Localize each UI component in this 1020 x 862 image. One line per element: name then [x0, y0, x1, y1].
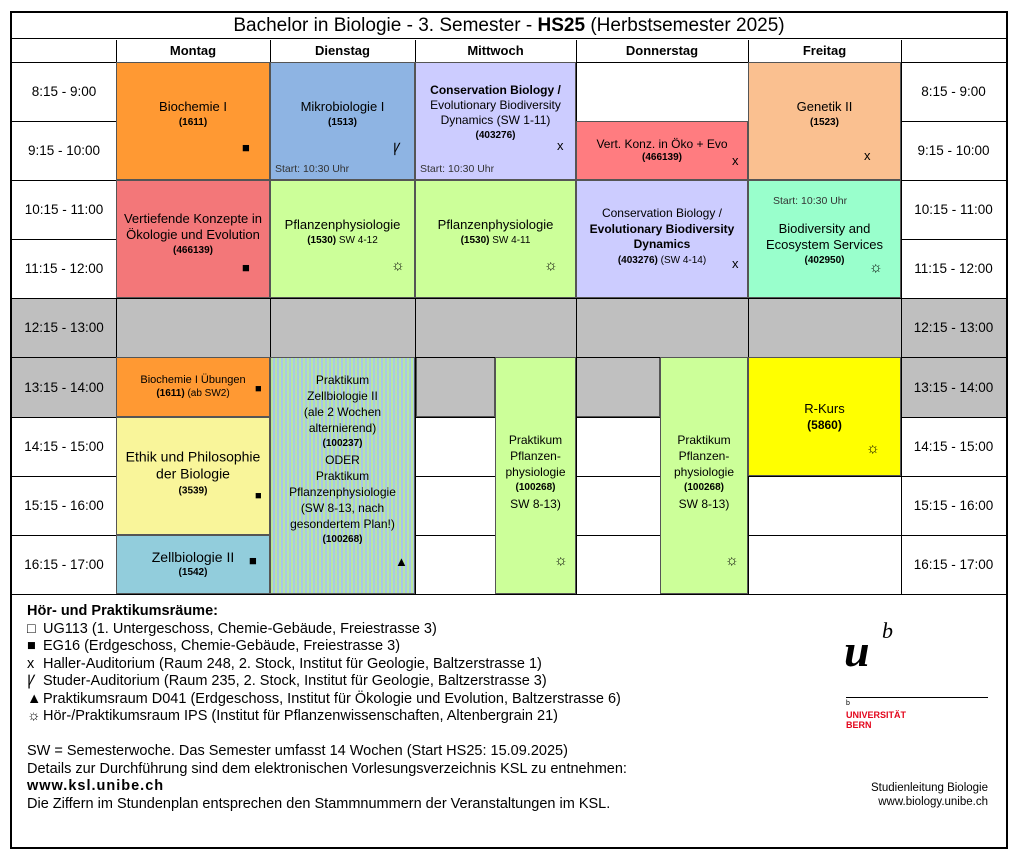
footer-web-link[interactable]: www.biology.unibe.ch — [878, 796, 988, 808]
time-label: 12:15 - 13:00 — [913, 320, 994, 335]
time-label: 13:15 - 14:00 — [913, 379, 994, 395]
course-conservation-biology[interactable]: Conservation Biology / Evolutionary Biodiversity Dynamics (SW 1-11) (403276) x Start: 10:30 Uhr — [415, 62, 576, 180]
course-zellbiologie-2[interactable]: Zellbiologie II (1542) ■ — [116, 535, 270, 594]
legend-title: Hör- und Praktikumsräume: — [27, 603, 218, 619]
course-genetik-2[interactable]: Genetik II (1523) x — [748, 62, 901, 180]
time-label: 9:15 - 10:00 — [27, 143, 101, 158]
room-eg16-icon: ■ — [242, 260, 250, 275]
course-praktikum-pflanzenphysiologie-do[interactable]: Praktikum Pflanzen- physiologie (100268) SW 8-13) ☼ — [660, 357, 748, 594]
time-label: 12:15 - 13:00 — [24, 320, 104, 335]
course-pflanzenphysiologie-mi[interactable]: Pflanzenphysiologie (1530) SW 4-11 ☼ — [415, 180, 576, 298]
course-mikrobiologie-1[interactable]: Mikrobiologie I (1513) Ꝩ Start: 10:30 Uhr — [270, 62, 415, 180]
time-label: 8:15 - 9:00 — [921, 84, 986, 99]
room-ips-icon: ☼ — [544, 257, 558, 274]
gap-mi — [416, 357, 495, 417]
ziffern-note: Die Ziffern im Stundenplan entsprechen den Stammnummern der Veranstaltungen im KSL. — [27, 795, 611, 812]
time-label: 10:15 - 11:00 — [914, 202, 993, 217]
course-r-kurs[interactable]: R-Kurs (5860) ☼ — [748, 357, 901, 476]
legend-item: ▲ Praktikumsraum D041 (Erdgeschoss, Institut für Ökologie und Evolution, Baltzerstrasse 6) — [27, 690, 621, 707]
day-header-donnerstag: Donnerstag — [625, 43, 699, 58]
room-haller-icon: x — [732, 153, 739, 168]
time-label: 16:15 - 17:00 — [913, 557, 994, 572]
time-label: 15:15 - 16:00 — [913, 498, 994, 513]
room-ips-icon: ☼ — [725, 552, 739, 569]
room-eg16-icon: ■ — [255, 490, 262, 502]
room-ips-icon: ☼ — [866, 440, 880, 457]
ksl-link[interactable]: www.ksl.unibe.ch — [27, 778, 165, 794]
time-label: 11:15 - 12:00 — [24, 261, 104, 276]
course-praktikum-pflanzenphysiologie-mi[interactable]: Praktikum Pflanzen- physiologie (100268) SW 8-13) ☼ — [495, 357, 576, 594]
day-header-freitag: Freitag — [802, 43, 847, 58]
legend-item: Ꝩ Studer-Auditorium (Raum 235, 2. Stock, Institut für Geologie, Baltzerstrasse 3) — [27, 673, 547, 689]
room-d041-icon: ▲ — [395, 554, 408, 569]
gap-do — [576, 357, 660, 417]
room-haller-icon: x — [732, 256, 739, 271]
room-legend — [27, 603, 827, 726]
time-label: 15:15 - 16:00 — [24, 498, 104, 513]
time-label: 14:15 - 15:00 — [913, 439, 994, 454]
course-ethik-philosophie[interactable]: Ethik und Philosophie der Biologie (3539) ■ — [116, 417, 270, 535]
day-header-mittwoch: Mittwoch — [467, 43, 524, 58]
room-studer-icon: Ꝩ — [393, 140, 401, 155]
course-vertiefende-konzepte[interactable]: Vertiefende Konzepte in Ökologie und Evolution (466139) ■ — [116, 180, 270, 298]
time-label: 8:15 - 9:00 — [31, 84, 97, 99]
time-label: 9:15 - 10:00 — [917, 143, 990, 158]
day-header-dienstag: Dienstag — [315, 43, 370, 58]
day-header-montag: Montag — [169, 43, 217, 58]
time-label: 11:15 - 12:00 — [914, 261, 993, 276]
course-praktikum-zellbiologie-oder-pflanzenphysiologie[interactable]: Praktikum Zellbiologie II (ale 2 Wochen alternierend) (100237) ODER Praktikum Pflanzenphysiologie (SW 8-13, nach gesondertem Plan!) (100268) ▲ — [270, 357, 415, 594]
room-ips-icon: ☼ — [554, 552, 568, 569]
lunch-band — [12, 298, 1006, 357]
legend-item: □ UG113 (1. Untergeschoss, Chemie-Gebäude, Freiestrasse 3) — [27, 620, 437, 637]
room-ips-icon: ☼ — [869, 259, 883, 276]
page-title: Bachelor in Biologie - 3. Semester - HS25 (Herbstsemester 2025) — [12, 13, 1006, 39]
time-label: 14:15 - 15:00 — [24, 439, 104, 454]
course-biochemie-uebungen[interactable]: Biochemie I Übungen (1611) (ab SW2) ■ — [116, 357, 270, 417]
legend-item: x Haller-Auditorium (Raum 248, 2. Stock, Institut für Geologie, Baltzerstrasse 1) — [27, 655, 542, 672]
details-note: Details zur Durchführung sind dem elektronischen Vorlesungsverzeichnis KSL zu entnehmen: — [27, 760, 627, 777]
course-pflanzenphysiologie-di[interactable]: Pflanzenphysiologie (1530) SW 4-12 ☼ — [270, 180, 415, 298]
course-vert-konz[interactable]: Vert. Konz. in Öko + Evo (466139) x — [576, 121, 748, 180]
course-conservation-biology-do[interactable]: Conservation Biology / Evolutionary Biodiversity Dynamics (403276) (SW 4-14) x — [576, 180, 748, 298]
room-eg16-icon: ■ — [242, 140, 250, 155]
room-eg16-icon: ■ — [255, 383, 262, 395]
time-label: 16:15 - 17:00 — [24, 557, 104, 572]
time-label: 10:15 - 11:00 — [24, 202, 104, 217]
room-ips-icon: ☼ — [391, 257, 405, 274]
room-eg16-icon: ■ — [249, 553, 257, 568]
footer-contact — [800, 781, 988, 809]
course-biodiversity[interactable]: Start: 10:30 Uhr Biodiversity and Ecosystem Services (402950) ☼ — [748, 180, 901, 298]
notes — [27, 743, 847, 813]
legend-item: ■ EG16 (Erdgeschoss, Chemie-Gebäude, Freiestrasse 3) — [27, 638, 401, 654]
unibe-logo: u b b UNIVERSITÄT BERN — [838, 618, 988, 733]
course-biochemie-1[interactable]: Biochemie I (1611) ■ — [116, 62, 270, 180]
room-haller-icon: x — [864, 148, 871, 163]
room-haller-icon: x — [557, 138, 564, 153]
legend-item: ☼ Hör-/Praktikumsraum IPS (Institut für Pflanzenwissenschaften, Altenbergrain 21) — [27, 708, 558, 724]
sw-note: SW = Semesterwoche. Das Semester umfasst 14 Wochen (Start HS25: 15.09.2025) — [27, 743, 568, 759]
footer-office: Studienleitung Biologie — [870, 782, 988, 794]
time-label: 13:15 - 14:00 — [24, 379, 104, 395]
